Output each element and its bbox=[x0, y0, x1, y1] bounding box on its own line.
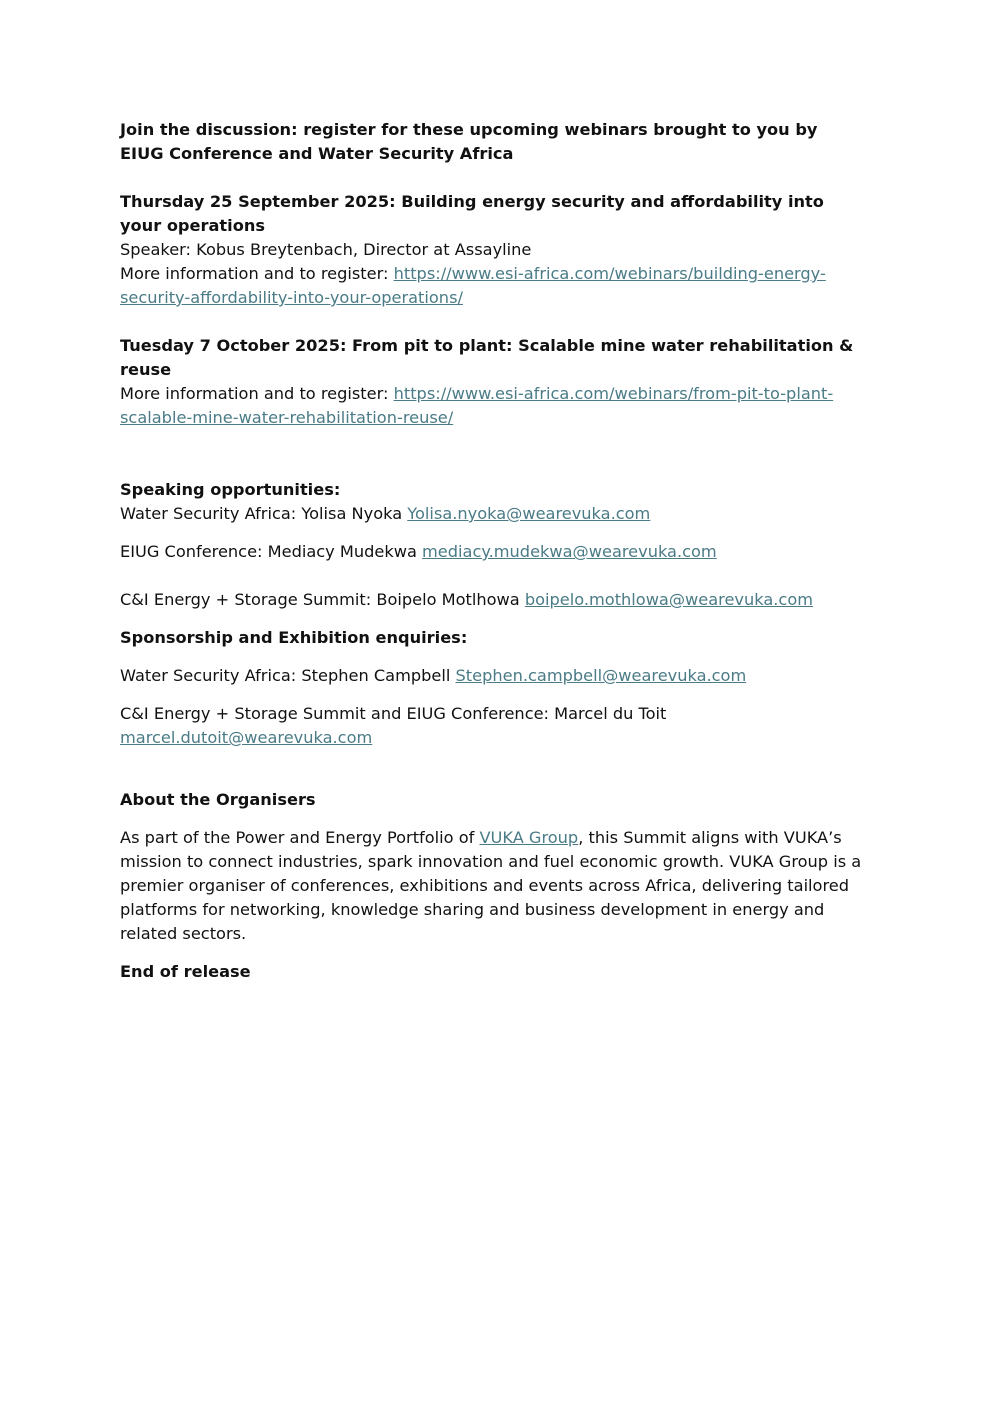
speaking-heading: Speaking opportunities: bbox=[120, 480, 341, 499]
speaking-contact-2 bbox=[120, 540, 865, 564]
webinar-1-speaker: Speaker: Kobus Breytenbach, Director at Assayline bbox=[120, 240, 532, 259]
webinar-1-register-link[interactable]: https://www.esi-africa.com/webinars/building-energy-security-affordability-into-your-operations/ bbox=[120, 264, 826, 307]
end-of-release: End of release bbox=[120, 962, 251, 981]
webinar-1-more-info bbox=[120, 262, 865, 310]
webinar-1-more-info-label: More information and to register: bbox=[120, 264, 394, 283]
sponsorship-contact-2-email-link[interactable]: marcel.dutoit@wearevuka.com bbox=[120, 728, 373, 747]
intro-heading: Join the discussion: register for these upcoming webinars brought to you by EIUG Conference and Water Security Africa bbox=[120, 120, 818, 163]
sponsorship-contact-1-label: Water Security Africa: Stephen Campbell bbox=[120, 666, 456, 685]
webinar-2-title: Tuesday 7 October 2025: From pit to plant: Scalable mine water rehabilitation & reuse bbox=[120, 336, 854, 379]
sponsorship-contact-1-email-link[interactable]: Stephen.campbell@wearevuka.com bbox=[455, 666, 747, 685]
vuka-group-link[interactable]: VUKA Group bbox=[479, 828, 579, 847]
about-paragraph bbox=[120, 826, 865, 946]
speaking-contact-3-email-link[interactable]: boipelo.mothlowa@wearevuka.com bbox=[524, 590, 813, 609]
speaking-contact-1-label: Water Security Africa: Yolisa Nyoka bbox=[120, 504, 408, 523]
speaking-contact-1-email-link[interactable]: Yolisa.nyoka@wearevuka.com bbox=[407, 504, 651, 523]
speaking-contact-1 bbox=[120, 502, 865, 526]
about-text-before: As part of the Power and Energy Portfolio of bbox=[120, 828, 480, 847]
webinar-2-register-link[interactable]: https://www.esi-africa.com/webinars/from-pit-to-plant-scalable-mine-water-rehabilitation-reuse/ bbox=[120, 384, 834, 427]
speaking-contact-3 bbox=[120, 588, 865, 612]
about-heading: About the Organisers bbox=[120, 790, 316, 809]
sponsorship-heading: Sponsorship and Exhibition enquiries: bbox=[120, 628, 468, 647]
sponsorship-contact-2 bbox=[120, 702, 865, 750]
about-text-after: , this Summit aligns with VUKA’s mission to connect industries, spark innovation and fuel economic growth. VUKA Group is a premier organiser of conferences, exhibitions and events across Africa, delivering tailored platforms for networking, knowledge sharing and business development in energy and related sectors. bbox=[120, 828, 862, 943]
sponsorship-contact-1 bbox=[120, 664, 865, 688]
speaking-contact-3-label: C&I Energy + Storage Summit: Boipelo Motlhowa bbox=[120, 590, 525, 609]
document-page bbox=[120, 118, 865, 984]
speaking-contact-2-label: EIUG Conference: Mediacy Mudekwa bbox=[120, 542, 423, 561]
webinar-2-more-info-label: More information and to register: bbox=[120, 384, 394, 403]
webinar-1-title: Thursday 25 September 2025: Building energy security and affordability into your operations bbox=[120, 192, 824, 235]
webinar-2-more-info bbox=[120, 382, 865, 430]
sponsorship-contact-2-label: C&I Energy + Storage Summit and EIUG Conference: Marcel du Toit bbox=[120, 704, 667, 723]
speaking-contact-2-email-link[interactable]: mediacy.mudekwa@wearevuka.com bbox=[422, 542, 717, 561]
